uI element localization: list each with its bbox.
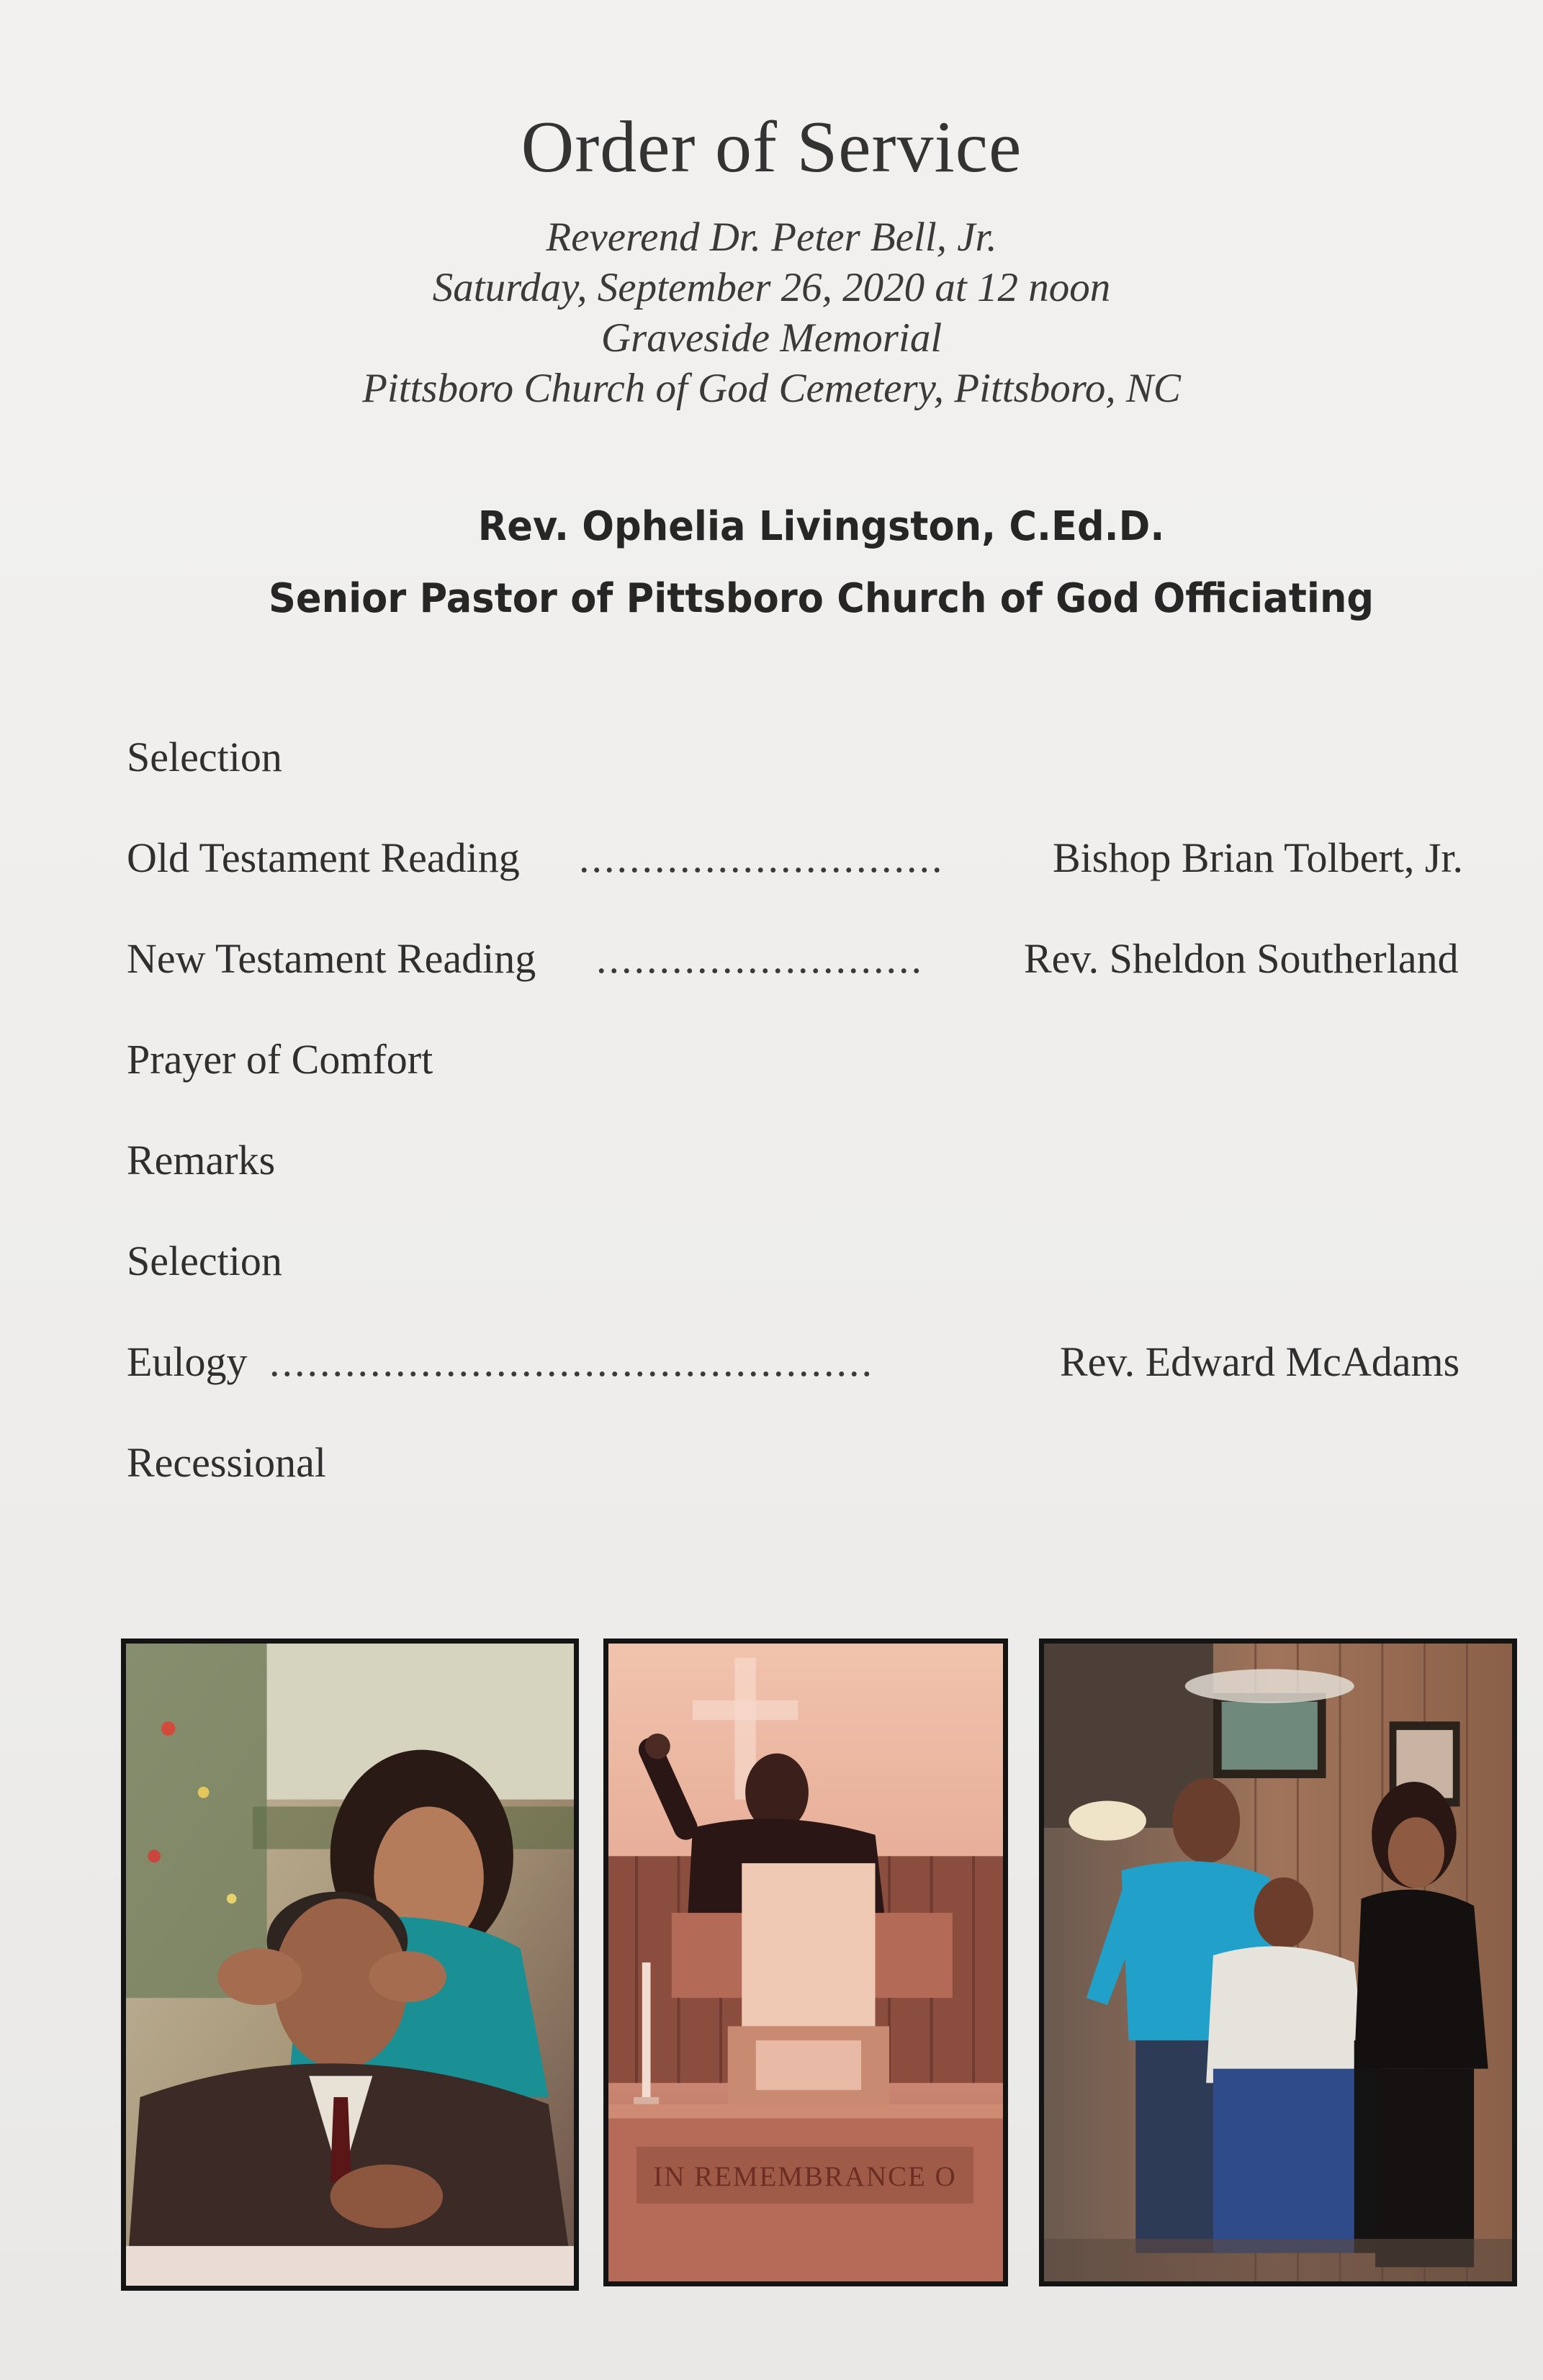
program-item-person: Rev. Sheldon Southerland [1024, 935, 1459, 982]
program-item [127, 1434, 1520, 1535]
officiant-block [46, 491, 1543, 635]
photo-pulpit [603, 1638, 1008, 2286]
family-photo-image [1044, 1644, 1512, 2281]
program-item [127, 729, 1520, 829]
program-item-label: Prayer of Comfort [127, 1036, 433, 1083]
photo-family [1039, 1638, 1517, 2286]
program-item-label: Recessional [127, 1439, 327, 1486]
altar-inscription: IN REMEMBRANCE O [653, 2160, 957, 2193]
photo-couple [121, 1638, 579, 2291]
service-type: Graveside Memorial [600, 315, 943, 361]
program-item-label: Old Testament Reading [127, 834, 520, 881]
program-item-person: Bishop Brian Tolbert, Jr. [1053, 834, 1464, 881]
leader-dots: ................................................ [269, 1338, 874, 1385]
leader-dots: ............................. [579, 834, 945, 881]
officiant-name: Rev. Ophelia Livingston, C.Ed.D. [477, 503, 1165, 550]
program-item [127, 1232, 1520, 1333]
page-title: Order of Service [521, 107, 1022, 188]
leader-dots: .......................... [596, 935, 924, 982]
program-item-label: Eulogy [127, 1338, 248, 1385]
program-item-label: Selection [127, 1238, 282, 1284]
pulpit-photo-image [608, 1644, 1003, 2281]
program-item-label: New Testament Reading [127, 935, 536, 982]
service-location: Pittsboro Church of God Cemetery, Pittsboro, NC [362, 366, 1181, 411]
program-item-label: Selection [127, 734, 282, 780]
officiant-role: Senior Pastor of Pittsboro Church of God Officiating [269, 575, 1375, 622]
program-item [127, 1031, 1520, 1132]
program-item [127, 1333, 1520, 1434]
program-item [127, 829, 1520, 930]
order-of-service-list [127, 729, 1520, 1535]
program-item [127, 1132, 1520, 1232]
couple-photo-image [126, 1644, 574, 2286]
program-item [127, 930, 1520, 1031]
program-item-person: Rev. Edward McAdams [1060, 1338, 1460, 1385]
service-date: Saturday, September 26, 2020 at 12 noon [432, 265, 1111, 310]
service-details [0, 212, 1543, 414]
honoree-name: Reverend Dr. Peter Bell, Jr. [546, 215, 997, 260]
program-item-label: Remarks [127, 1137, 276, 1184]
